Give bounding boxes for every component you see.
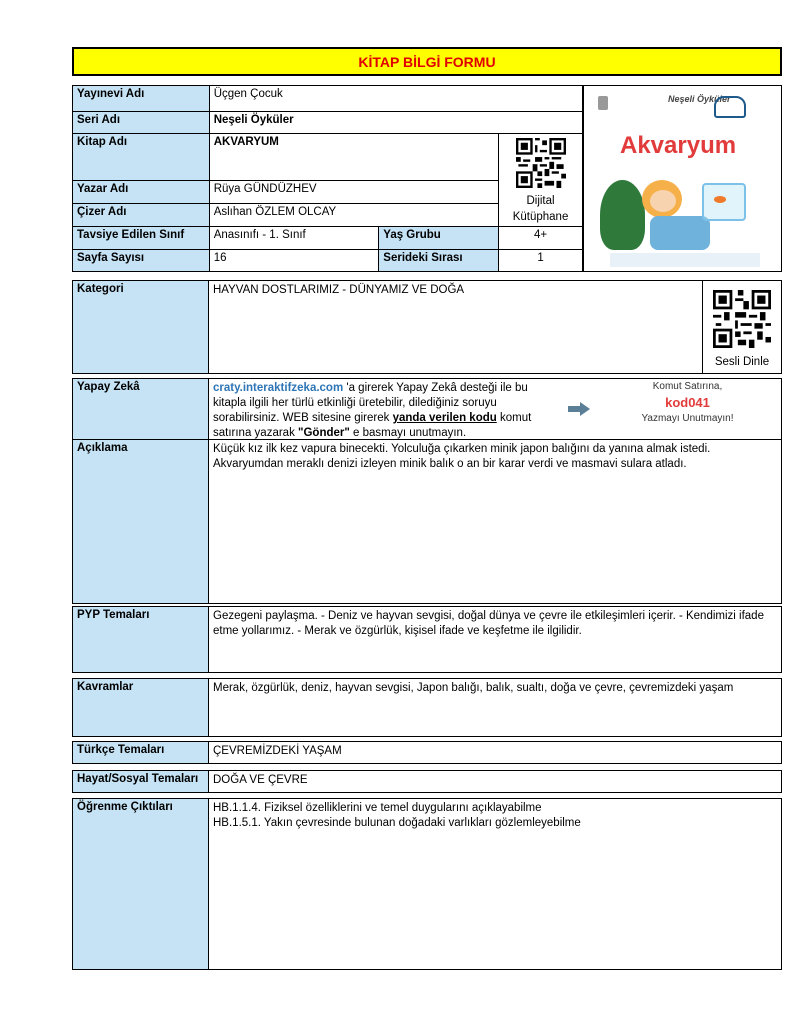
description-label: Açıklama xyxy=(73,440,209,603)
plant-illustration xyxy=(600,180,645,250)
turkish-themes-section xyxy=(72,741,782,764)
book-cover xyxy=(583,85,782,272)
ai-send-word: "Gönder" xyxy=(298,426,350,439)
pyp-value: Gezegeni paylaşma. - Deniz ve hayvan sevgisi, doğal dünya ve çevre ile etkileşimleri içerir. - Kendimizi ifade etme yollarımız. - Merak ve özgürlük, kişisel ifade ve keşfetme ile ilgilidir. xyxy=(213,610,764,637)
command-box xyxy=(594,379,781,439)
book-value: AKVARYUM xyxy=(209,134,498,181)
grade-value: Anasınıfı - 1. Sınıf xyxy=(209,227,379,250)
pages-label: Sayfa Sayısı xyxy=(73,250,210,272)
fish-illustration xyxy=(714,196,726,203)
life-themes-value: DOĞA VE ÇEVRE xyxy=(213,774,308,786)
girl-body-illustration xyxy=(650,216,710,250)
ai-description xyxy=(209,379,564,439)
pyp-section xyxy=(72,606,782,673)
book-label: Kitap Adı xyxy=(73,134,210,181)
qr-code-icon[interactable] xyxy=(516,138,566,188)
headphones-icon xyxy=(714,96,746,118)
turkish-themes-label: Türkçe Temaları xyxy=(73,742,209,763)
digital-library-label[interactable]: Dijital Kütüphane xyxy=(512,195,569,223)
description-section xyxy=(72,440,782,604)
life-themes-label: Hayat/Sosyal Temaları xyxy=(73,771,209,792)
grade-label: Tavsiye Edilen Sınıf xyxy=(73,227,210,250)
learning-outcome-item: HB.1.5.1. Yakın çevresinde bulunan doğadaki varlıkları gözlemleyebilme xyxy=(213,816,581,829)
category-value: HAYVAN DOSTLARIMIZ - DÜNYAMIZ VE DOĞA xyxy=(209,281,703,373)
concepts-label: Kavramlar xyxy=(73,679,209,736)
ai-section xyxy=(72,378,782,440)
concepts-section xyxy=(72,678,782,737)
order-label: Serideki Sırası xyxy=(379,250,499,272)
cover-art xyxy=(590,88,777,270)
age-label: Yaş Grubu xyxy=(379,227,499,250)
learning-outcomes-value xyxy=(209,799,781,969)
ai-text-1: 'a girerek Yapay Zekâ desteği ile bu kitapla ilgili her türlü etkinliği üretebilir, dilediğiniz soruyu sorabilirsiniz. WEB sitesine girerek xyxy=(213,382,528,424)
command-bottom-text: Yazmayı Unutmayın! xyxy=(641,413,734,424)
order-value: 1 xyxy=(499,250,583,272)
concepts-value: Merak, özgürlük, deniz, hayvan sevgisi, Japon balığı, balık, sualtı, doğa ve çevre, çevremizdeki yaşam xyxy=(213,682,734,694)
illustrator-label: Çizer Adı xyxy=(73,204,210,227)
audio-listen-label[interactable]: Sesli Dinle xyxy=(714,356,770,368)
command-code[interactable]: kod041 xyxy=(665,395,710,410)
cover-title: Akvaryum xyxy=(620,132,737,159)
cover-footer xyxy=(610,253,760,267)
description-value: Küçük kız ilk kez vapura binecekti. Yolculuğa çıkarken minik japon balığını da yanına almak istedi. Akvaryumdan meraklı denizi izleyen minik balık o an bir karar verdi ve masmavi sulara atladı. xyxy=(213,443,711,470)
life-themes-section xyxy=(72,770,782,793)
author-value: Rüya GÜNDÜZHEV xyxy=(209,181,498,204)
learning-outcomes-section xyxy=(72,798,782,970)
pyp-label: PYP Temaları xyxy=(73,607,209,672)
pages-value: 16 xyxy=(209,250,379,272)
series-value: Neşeli Öyküler xyxy=(209,112,582,134)
publisher-value: Üçgen Çocuk xyxy=(209,86,582,112)
illustrator-value: Aslıhan ÖZLEM OLCAY xyxy=(209,204,498,227)
book-info-table xyxy=(72,85,583,272)
ai-text-2: komut satırına yazarak xyxy=(213,411,532,439)
ai-site-link[interactable]: craty.interaktifzeka.com xyxy=(213,382,344,394)
publisher-label: Yayınevi Adı xyxy=(73,86,210,112)
qr-code-icon[interactable] xyxy=(713,290,771,348)
age-value: 4+ xyxy=(499,227,583,250)
category-section xyxy=(72,280,782,374)
author-label: Yazar Adı xyxy=(73,181,210,204)
publisher-logo-icon xyxy=(598,96,608,110)
learning-outcome-item: HB.1.1.4. Fiziksel özelliklerini ve temel duygularını açıklayabilme xyxy=(213,802,542,814)
command-top-text: Komut Satırına, xyxy=(652,381,723,392)
cover-series-logo: Neşeli Öyküler xyxy=(668,94,731,104)
ai-code-phrase: yanda verilen kodu xyxy=(392,411,497,424)
ai-label: Yapay Zekâ xyxy=(73,379,209,439)
ai-text-3: e basmayı unutmayın. xyxy=(349,426,467,439)
category-label: Kategori xyxy=(73,281,209,373)
turkish-themes-value: ÇEVREMİZDEKİ YAŞAM xyxy=(213,745,342,757)
arrow-right-icon xyxy=(564,379,594,439)
girl-face-illustration xyxy=(650,190,676,212)
series-label: Seri Adı xyxy=(73,112,210,134)
learning-outcomes-label: Öğrenme Çıktıları xyxy=(73,799,209,969)
form-title: KİTAP BİLGİ FORMU xyxy=(72,47,782,76)
audio-listen-cell[interactable] xyxy=(703,281,781,373)
digital-library-cell[interactable] xyxy=(499,134,583,227)
